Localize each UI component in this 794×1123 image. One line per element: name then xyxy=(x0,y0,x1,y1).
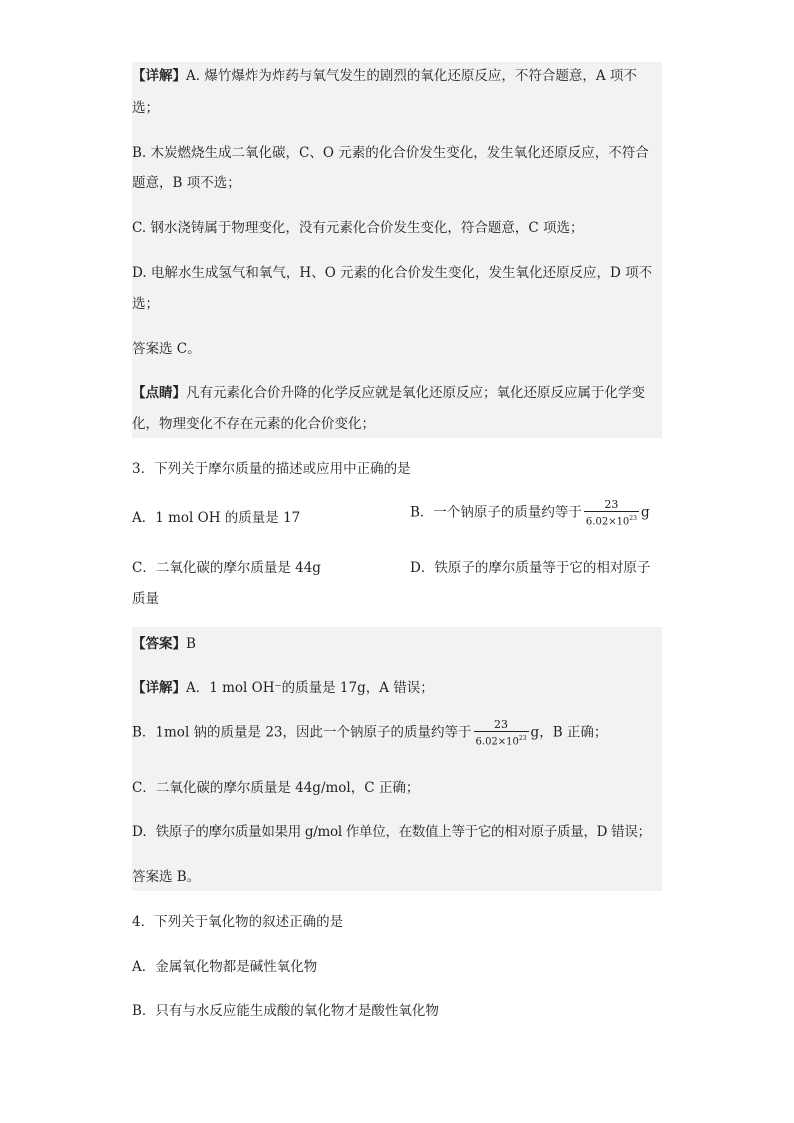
answer-value: B xyxy=(186,636,196,652)
note-line-1 xyxy=(132,383,662,403)
detail-text-2: B．1mol 钠的质量是 23，因此一个钠原子的质量约等于 xyxy=(132,724,472,741)
fraction-2-denominator xyxy=(474,732,529,748)
question-3-option-c: C．二氧化碳的摩尔质量是 44g xyxy=(132,560,321,576)
denominator-2-exponent: 23 xyxy=(518,735,527,742)
denominator-base: 6.02×10 xyxy=(585,516,630,528)
explanation-line-1 xyxy=(132,66,662,86)
fraction xyxy=(584,498,639,528)
answer-tag-line xyxy=(132,634,662,654)
question-4-stem: 4．下列关于氧化物的叙述正确的是 xyxy=(132,914,344,930)
question-3-option-a: A．1 mol OH 的质量是 17 xyxy=(132,510,301,526)
fraction-numerator: 23 xyxy=(584,498,639,512)
question-4-option-b: B．只有与水反应能生成酸的氧化物才是酸性氧化物 xyxy=(132,1003,439,1019)
detail-line-3: C．二氧化碳的摩尔质量是 44g/mol，C 正确； xyxy=(132,780,420,796)
explanation-line-7: 选； xyxy=(132,296,159,312)
answer-block-2 xyxy=(132,627,662,891)
fraction-denominator xyxy=(584,512,639,528)
question-3-option-d-cont: 质量 xyxy=(132,591,159,607)
detail-line-5: 答案选 B。 xyxy=(132,869,201,885)
fraction-2-numerator: 23 xyxy=(474,718,529,732)
explanation-line-3: B. 木炭燃烧生成二氧化碳，C、O 元素的化合价发生变化，发生氧化还原反应，不符合 xyxy=(132,145,649,161)
explanation-line-2: 选； xyxy=(132,100,159,116)
question-4-option-a: A．金属氧化物都是碱性氧化物 xyxy=(132,959,318,975)
fraction-2 xyxy=(474,718,529,748)
detail-tag: 【详解】 xyxy=(132,68,186,84)
explanation-line-4: 题意，B 项不选； xyxy=(132,175,241,191)
detail-text-1: A．1 mol OH⁻的质量是 17g，A 错误； xyxy=(186,680,434,696)
explanation-block-1 xyxy=(132,62,662,438)
detail-line-4: D．铁原子的摩尔质量如果用 g/mol 作单位，在数值上等于它的相对原子质量，D 错误； xyxy=(132,824,651,840)
detail-line-2 xyxy=(132,718,662,748)
denominator-2-base: 6.02×10 xyxy=(475,736,519,748)
explanation-line-6: D. 电解水生成氢气和氧气，H、O 元素的化合价发生变化，发生氧化还原反应，D 项不 xyxy=(132,265,653,281)
detail-line-1 xyxy=(132,678,662,698)
answer-tag: 【答案】 xyxy=(132,636,186,652)
question-3-stem: 3．下列关于摩尔质量的描述或应用中正确的是 xyxy=(132,461,411,477)
explanation-text: A. 爆竹爆炸为炸药与氧气发生的剧烈的氧化还原反应，不符合题意，A 项不 xyxy=(186,68,637,84)
option-b-text: B．一个钠原子的质量约等于 xyxy=(410,504,582,521)
option-b-unit: g xyxy=(640,504,650,521)
note-tag: 【点睛】 xyxy=(132,385,186,401)
answer-line: 答案选 C。 xyxy=(132,341,201,357)
note-line-2: 化，物理变化不存在元素的化合价变化； xyxy=(132,416,375,432)
note-text: 凡有元素化合价升降的化学反应就是氧化还原反应；氧化还原反应属于化学变 xyxy=(186,385,645,401)
question-3-option-d: D．铁原子的摩尔质量等于它的相对原子 xyxy=(410,560,651,576)
question-3-option-b xyxy=(410,498,650,528)
detail-text-2-post: g，B 正确； xyxy=(530,724,608,741)
detail-tag-2: 【详解】 xyxy=(132,680,186,696)
denominator-exponent: 23 xyxy=(629,515,637,522)
explanation-line-5: C. 钢水浇铸属于物理变化，没有元素化合价发生变化，符合题意，C 项选； xyxy=(132,220,584,236)
